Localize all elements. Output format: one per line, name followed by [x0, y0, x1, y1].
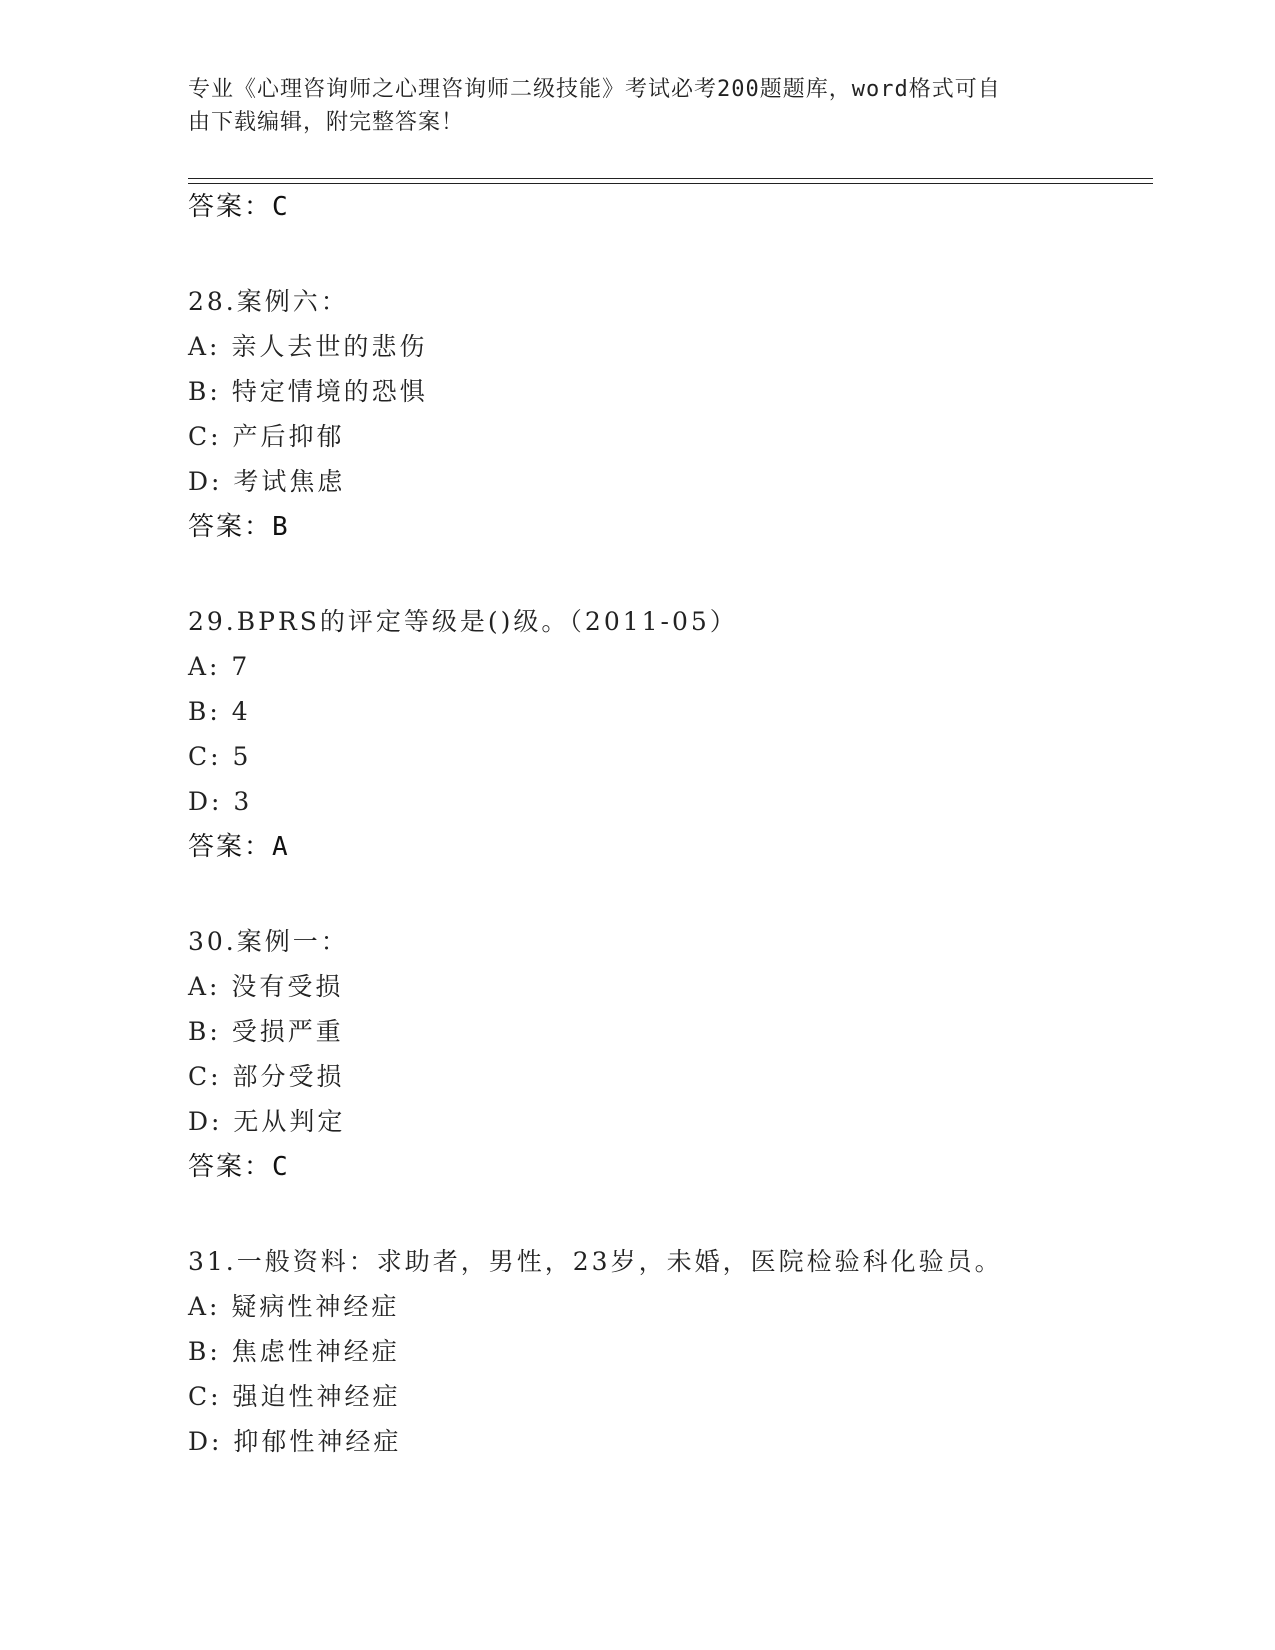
question-30-option-d: D: 无从判定 [188, 1107, 346, 1136]
header-divider-top [188, 178, 1153, 179]
header-line-1: 专业《心理咨询师之心理咨询师二级技能》考试必考200题题库，word格式可自 [188, 77, 1001, 102]
question-29-option-b: B: 4 [188, 697, 251, 726]
question-31-option-b: B: 焦虑性神经症 [188, 1337, 400, 1366]
answer-previous: 答案：C [188, 192, 290, 222]
question-30-option-a: A: 没有受损 [188, 972, 344, 1001]
question-28-option-d: D: 考试焦虑 [188, 467, 346, 496]
question-29-answer: 答案：A [188, 832, 290, 862]
header-divider-bottom [188, 183, 1153, 184]
question-31-option-c: C: 强迫性神经症 [188, 1382, 401, 1411]
question-29-option-a: A: 7 [188, 652, 251, 681]
question-31-stem: 31.一般资料：求助者，男性，23岁，未婚，医院检验科化验员。 [188, 1247, 1003, 1276]
question-28-answer: 答案：B [188, 512, 290, 542]
question-28-option-a: A: 亲人去世的悲伤 [188, 332, 428, 361]
question-29-stem: 29.BPRS的评定等级是()级。（2011-05） [188, 607, 738, 636]
question-30-option-b: B: 受损严重 [188, 1017, 344, 1046]
question-30-stem: 30.案例一： [188, 927, 349, 956]
document-header [188, 73, 1088, 139]
question-29-option-d: D: 3 [188, 787, 253, 816]
question-31-option-a: A: 疑病性神经症 [188, 1292, 400, 1321]
question-30-option-c: C: 部分受损 [188, 1062, 345, 1091]
question-31-option-d: D: 抑郁性神经症 [188, 1427, 402, 1456]
question-28-option-c: C: 产后抑郁 [188, 422, 345, 451]
question-28-option-b: B: 特定情境的恐惧 [188, 377, 428, 406]
question-28-stem: 28.案例六： [188, 287, 349, 316]
question-30-answer: 答案：C [188, 1152, 290, 1182]
header-line-2: 由下载编辑，附完整答案！ [188, 110, 465, 135]
question-29-option-c: C: 5 [188, 742, 252, 771]
